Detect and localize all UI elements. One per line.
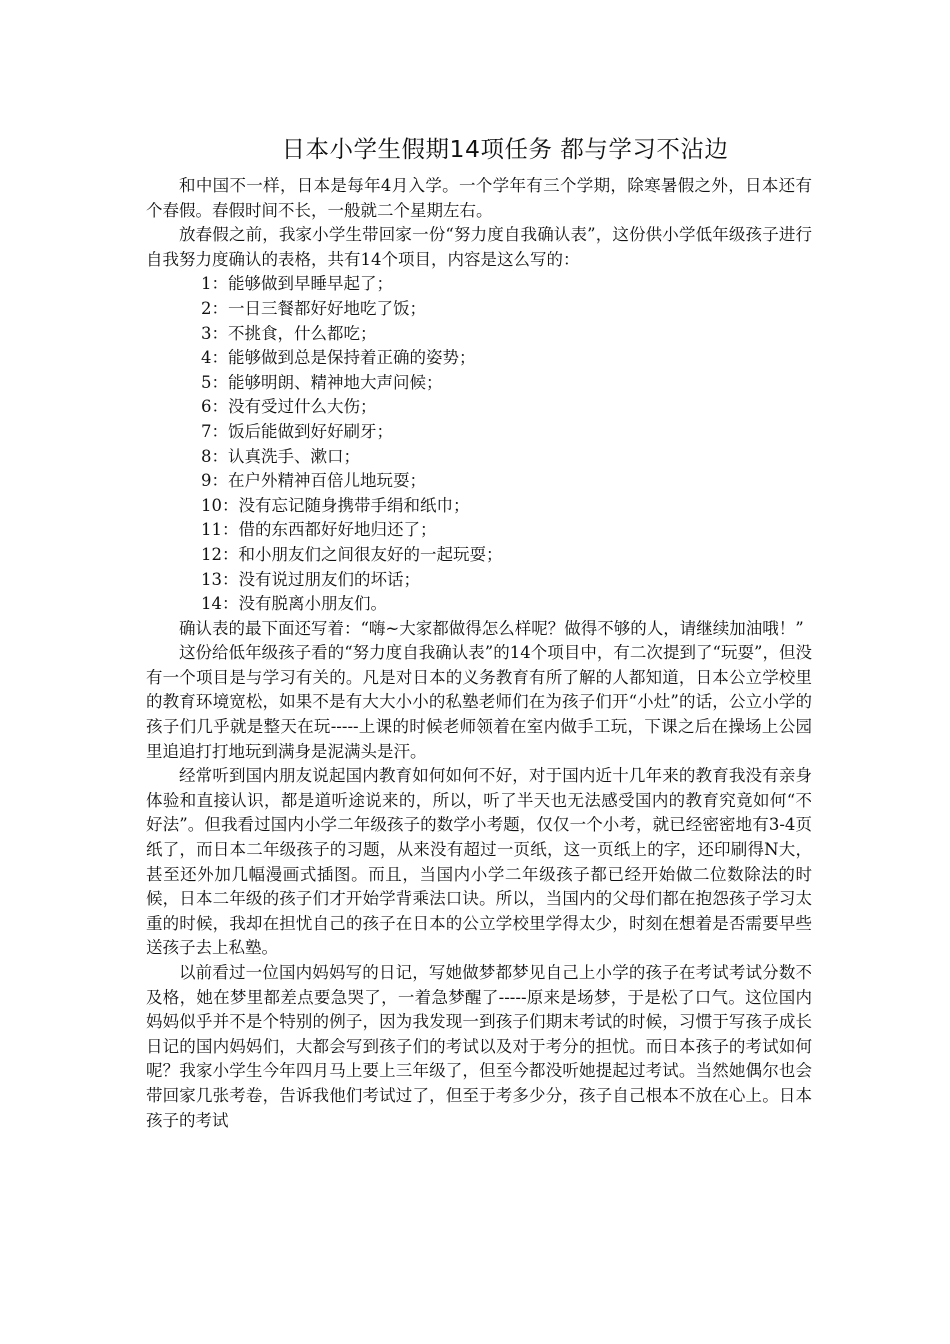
checklist-item: 10：没有忘记随身携带手绢和纸巾； — [201, 495, 470, 515]
checklist-item: 4：能够做到总是保持着正确的姿势； — [201, 348, 476, 368]
checklist-item: 3：不挑食，什么都吃； — [201, 323, 377, 343]
checklist-item: 1：能够做到早睡早起了； — [201, 274, 393, 294]
paragraph-comparison: 经常听到国内朋友说起国内教育如何如何不好，对于国内近十几年来的教育我没有亲身体验和直接认识，都是道听途说来的，所以，听了半天也无法感受国内的教育究竟如何“不好法”。但我看过国内小学二年级孩子的数学小考题，仅仅一个小考，就已经密密地有3-4页纸了，而日本二年级孩子的习题，从来没有超过一页纸，这一页纸上的字，还印刷得N大，甚至还外加几幅漫画式插图。而且，当国内小学二年级孩子都已经开始做二位数除法的时候，日本二年级的孩子们才开始学背乘法口诀。所以，当国内的父母们都在抱怨孩子学习太重的时候，我却在担忧自己的孩子在日本的公立学校里学得太少，时刻在想着是否需要早些送孩子去上私塾。 — [146, 766, 812, 958]
paragraph-exams: 以前看过一位国内妈妈写的日记，写她做梦都梦见自己上小学的孩子在考试考试分数不及格，她在梦里都差点要急哭了，一着急梦醒了-----原来是场梦，于是松了口气。这位国内妈妈似乎并不是个特别的例子，因为我发现一到孩子们期末考试的时候，习惯于写孩子成长日记的国内妈妈们，大都会写到孩子们的考试以及对于考分的担忧。而日本孩子的考试如何呢？我家小学生今年四月马上要上三年级了，但至今都没听她提起过考试。当然她偶尔也会带回家几张考卷，告诉我他们考试过了，但至于考多少分，孩子自己根本不放在心上。日本孩子的考试 — [146, 963, 812, 1130]
checklist-item: 13：没有说过朋友们的坏话； — [201, 569, 420, 589]
article-title: 日本小学生假期14项任务 都与学习不沾边 — [281, 135, 729, 163]
checklist-item: 8：认真洗手、漱口； — [201, 446, 360, 466]
checklist-item: 2：一日三餐都好好地吃了饭； — [201, 298, 426, 318]
paragraph-intro: 和中国不一样，日本是每年4月入学。一个学年有三个学期，除寒暑假之外，日本还有个春假。春假时间不长，一般就二个星期左右。 — [146, 176, 812, 220]
article-body — [146, 174, 812, 1133]
checklist-item: 7：饭后能做到好好刷牙； — [201, 421, 393, 441]
checklist — [146, 272, 812, 616]
checklist-item: 9：在户外精神百倍儿地玩耍； — [201, 471, 426, 491]
checklist-item: 11：借的东西都好好地归还了； — [201, 520, 437, 540]
paragraph-closing-note: 确认表的最下面还写着：“嗨~大家都做得怎么样呢？做得不够的人，请继续加油哦！” — [179, 618, 804, 638]
checklist-item: 12：和小朋友们之间很友好的一起玩耍； — [201, 544, 503, 564]
checklist-item: 5：能够明朗、精神地大声问候； — [201, 372, 443, 392]
checklist-item: 6：没有受过什么大伤； — [201, 397, 377, 417]
paragraph-checklist-intro: 放春假之前，我家小学生带回家一份“努力度自我确认表”，这份供小学低年级孩子进行自我努力度确认的表格，共有14个项目，内容是这么写的： — [146, 225, 812, 269]
checklist-item: 14：没有脱离小朋友们。 — [201, 594, 387, 614]
paragraph-play: 这份给低年级孩子看的“努力度自我确认表”的14个项目中，有二次提到了“玩耍”，但没有一个项目是与学习有关的。凡是对日本的义务教育有所了解的人都知道，日本公立学校里的教育环境宽松，如果不是有大大小小的私塾老师们在为孩子们开“小灶”的话，公立小学的孩子们几乎就是整天在玩-----上课的时候老师领着在室内做手工玩，下课之后在操场上公园里追追打打地玩到满身是泥满头是汗。 — [146, 643, 812, 761]
